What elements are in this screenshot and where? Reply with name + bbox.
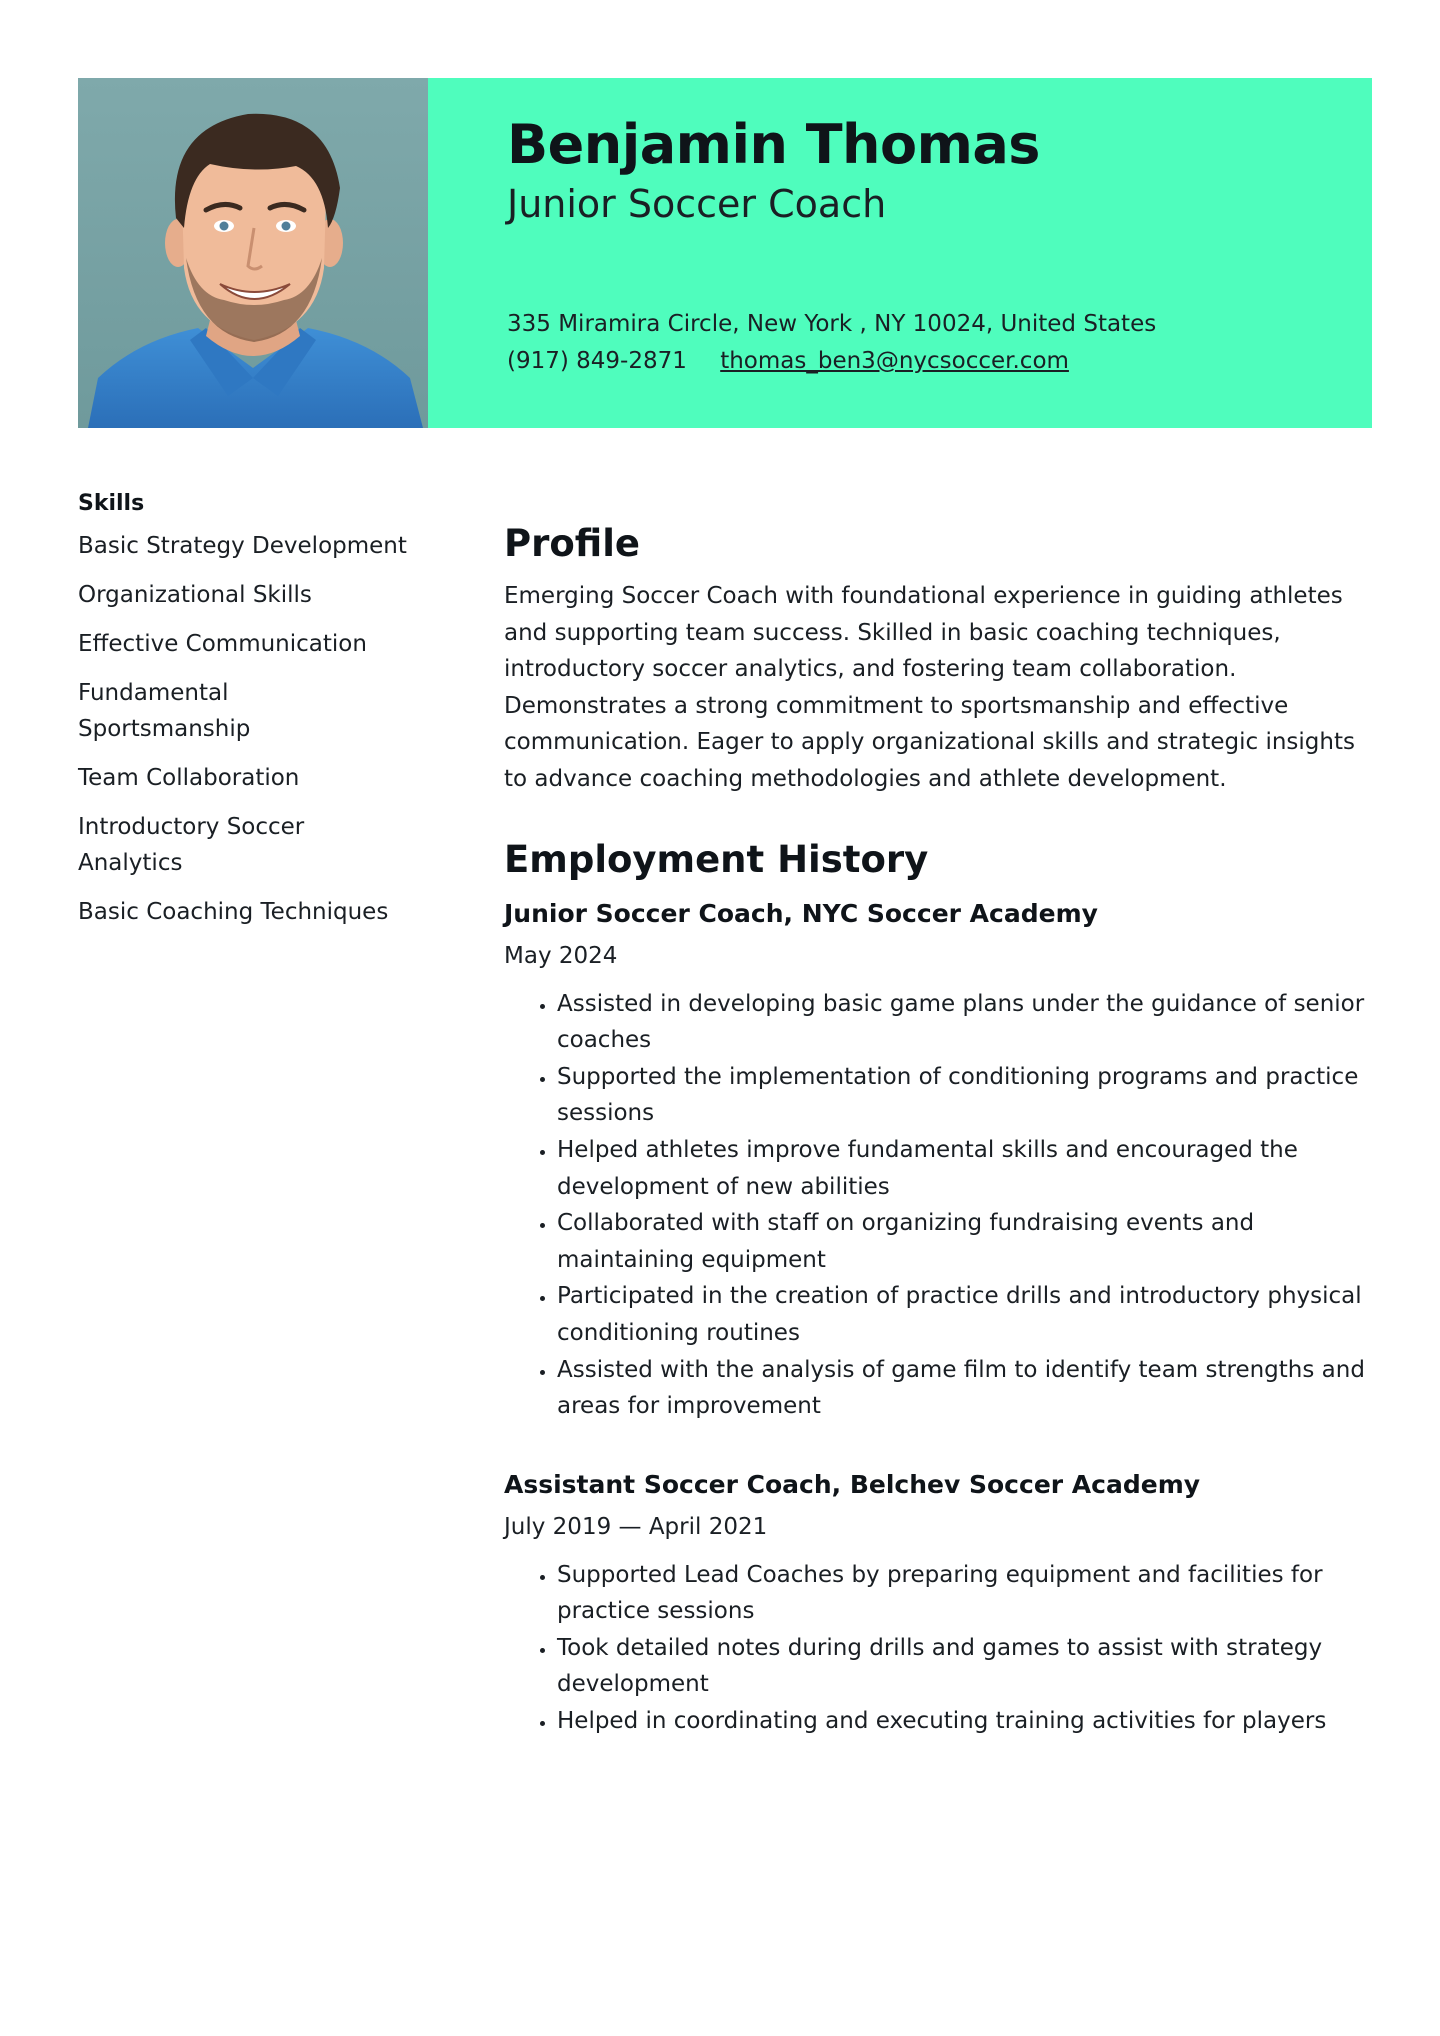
job-bullet: • Supported the implementation of conditioning programs and practice sessions (557, 1059, 1374, 1132)
header-text (507, 114, 1332, 228)
skill-item: Basic Coaching Techniques (78, 899, 389, 925)
skills-sidebar (78, 488, 408, 943)
job-date: July 2019 — April 2021 (504, 1513, 768, 1540)
portrait-illustration (78, 78, 428, 428)
skill-item: Introductory Soccer Analytics (78, 814, 305, 876)
employment-heading: Employment History (504, 837, 929, 881)
skill-item: Fundamental Sportsmanship (78, 680, 251, 742)
profile-photo (78, 78, 428, 428)
job-bullet: • Participated in the creation of practice drills and introductory physical conditioning routines (557, 1278, 1374, 1351)
skill-item: Organizational Skills (78, 582, 312, 608)
skill-item: Team Collaboration (78, 765, 300, 791)
job-bullet: • Supported Lead Coaches by preparing equipment and facilities for practice sessions (557, 1557, 1374, 1630)
job-bullets (504, 986, 1374, 1425)
job-title: Assistant Soccer Coach, Belchev Soccer Academy (504, 1469, 1201, 1499)
job-entry (504, 1465, 1374, 1740)
job-bullet: • Helped athletes improve fundamental skills and encouraged the development of new abilities (557, 1132, 1374, 1205)
email-link[interactable]: thomas_ben3@nycsoccer.com (720, 348, 1069, 374)
job-date: May 2024 (504, 942, 618, 969)
job-bullet: • Collaborated with staff on organizing fundraising events and maintaining equipment (557, 1205, 1374, 1278)
skills-heading: Skills (78, 491, 145, 516)
profile-heading: Profile (504, 522, 640, 565)
contact-info (507, 306, 1156, 380)
address: 335 Miramira Circle, New York , NY 10024, United States (507, 311, 1157, 337)
profile-section (504, 520, 1374, 798)
job-bullets (504, 1557, 1374, 1740)
profile-summary: Emerging Soccer Coach with foundational experience in guiding athletes and supporting team success. Skilled in basic coaching techniques, introductory soccer analytics, and fostering team collaboration. Demonstrates a strong commitment to sportsmanship and effective communication. Eager to apply organizational skills and strategic insights to advance coaching methodologies and athlete development. (504, 583, 1355, 792)
employment-section (504, 836, 1374, 1740)
job-bullet: • Took detailed notes during drills and games to assist with strategy development (557, 1630, 1374, 1703)
candidate-name: Benjamin Thomas (507, 113, 1040, 176)
skill-item: Basic Strategy Development (78, 533, 407, 559)
job-title: Junior Soccer Coach, NYC Soccer Academy (504, 898, 1098, 928)
skill-item: Effective Communication (78, 631, 367, 657)
job-entry (504, 894, 1374, 1425)
resume-header (78, 78, 1372, 428)
phone-number: (917) 849-2871 (507, 348, 687, 374)
job-bullet: • Helped in coordinating and executing training activities for players (557, 1703, 1374, 1740)
main-content (504, 520, 1374, 1740)
job-bullet: • Assisted with the analysis of game film to identify team strengths and areas for improvement (557, 1352, 1374, 1425)
job-bullet: • Assisted in developing basic game plans under the guidance of senior coaches (557, 986, 1374, 1059)
candidate-title: Junior Soccer Coach (507, 182, 887, 227)
skills-list (78, 528, 408, 930)
